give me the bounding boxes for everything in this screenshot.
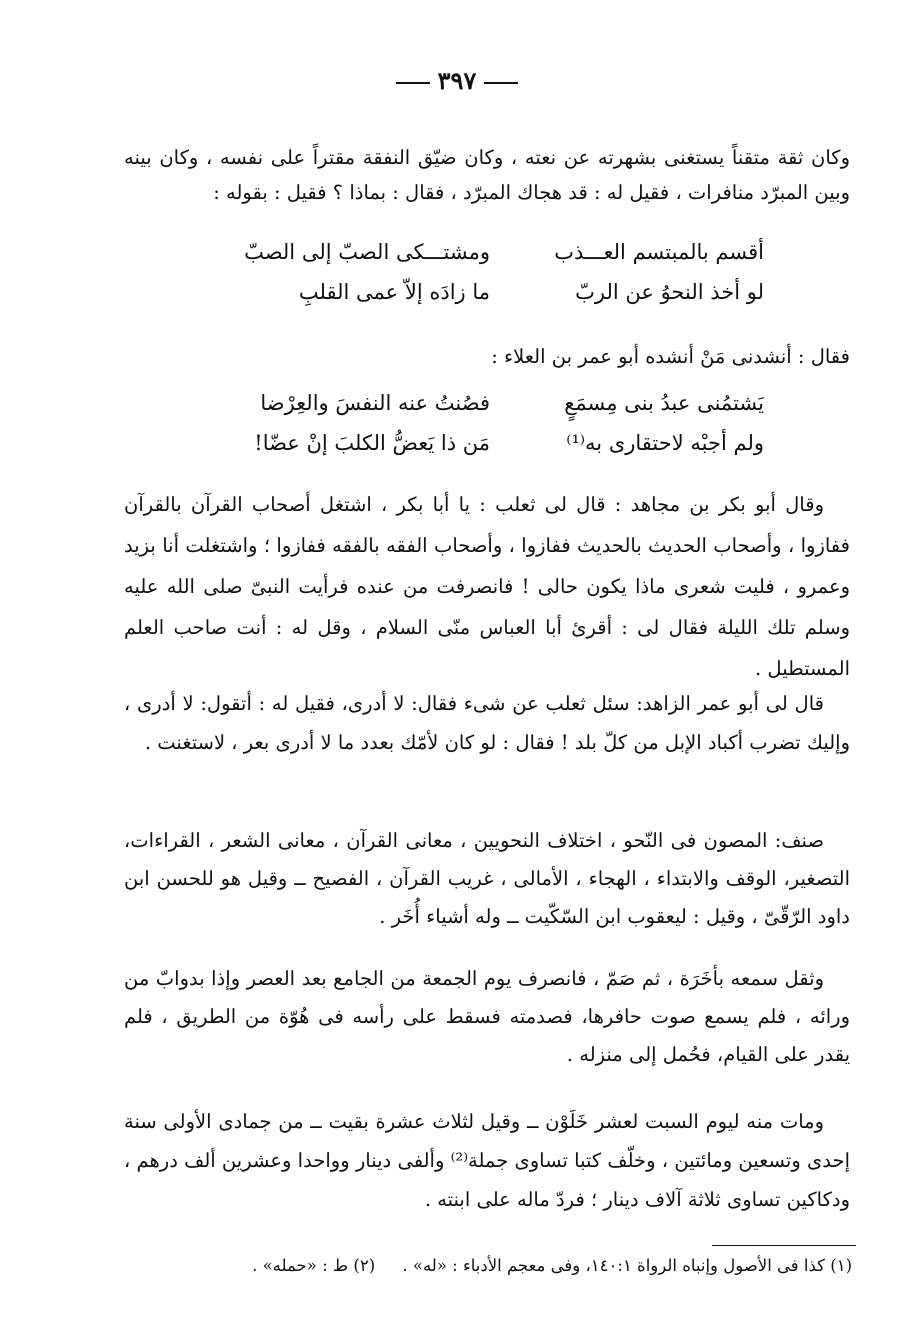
page-number <box>0 66 914 95</box>
paragraph-5 <box>124 822 850 936</box>
verse-2 <box>250 383 764 463</box>
paragraph-1-text: وكان ثقة متقناً يستغنى بشهرته عن نعته ، وكان ضيّق النفقة مقتراً على نفسه ، وكان بينه وبين المبرّد منافرات ، فقيل له : قد هجاك المبرّد ، فقال : بماذا ؟ فقيل : بقوله : <box>124 146 850 204</box>
verse-1-line-1-left: ومشتـــكى الصبّ إلى الصبّ <box>244 240 490 264</box>
verse-2-line-2-left: مَن ذا يَعضُّ الكلبَ إنْ عضّا! <box>254 431 490 455</box>
footnote-separator <box>712 1245 856 1246</box>
paragraph-2-text: فقال : أنشدنى مَنْ أنشده أبو عمر بن العلاء : <box>491 345 850 368</box>
verse-2-line-1-right: يَشتمُنى عبدُ بنى مِسمَعٍ <box>564 391 764 415</box>
dash-left <box>484 82 518 84</box>
verse-1-line-2-right: لو أخذ النحوُ عن الربّ <box>575 280 764 304</box>
paragraph-7 <box>124 1102 850 1219</box>
paragraph-4-text: قال لى أبو عمر الزاهد: سئل ثعلب عن شىء فقال: لا أدرى، فقيل له : أتقول: لا أدرى ، وإليك تضرب أكباد الإبل من كلّ بلد ! فقال : لو كان لأمّك بعدد ما لا أدرى بعر ، لاستغنت . <box>124 692 850 754</box>
verse-2-line-2 <box>250 423 764 463</box>
verse-1-line-2-left: ما زادَه إلاّ عمى القلبِ <box>298 280 490 304</box>
paragraph-6 <box>124 960 850 1074</box>
page-number-text: ٣٩٧ <box>437 66 477 95</box>
verse-2-line-1-left: فصُنتُ عنه النفسَ والعِرْضا <box>260 391 490 415</box>
verse-2-line-2-right: ولم أجبْه لاحتقارى به⁽¹⁾ <box>566 431 764 455</box>
paragraph-4 <box>124 684 850 762</box>
paragraph-5-text: صنف: المصون فى النّحو ، اختلاف النحويين ، معانى القرآن ، معانى الشعر ، القراءات، التصغير، الوقف والابتداء ، الهجاء ، الأمالى ، غريب القرآن ، الفصيح ــ وقيل هو للحسن ابن داود الرّقّىّ ، وقيل : ليعقوب ابن السّكّيت ــ وله أشياء أُخَر . <box>124 829 850 928</box>
verse-2-line-1 <box>250 383 764 423</box>
paragraph-3-text: وقال أبو بكر بن مجاهد : قال لى ثعلب : يا أبا بكر ، اشتغل أصحاب القرآن بالقرآن ففازوا ، وأصحاب الحديث بالحديث ففازوا ، وأصحاب الفقه بالفقه ففازوا ؛ واشتغلت أنا بزيد وعمرو ، فليت شعرى ماذا يكون حالى ! فانصرفت من عنده فرأيت النبىّ صلى الله عليه وسلم تلك الليلة فقال لى : أقرئ أبا العباس منّى السلام ، وقل له : أنت صاحب العلم المستطيل . <box>124 493 850 680</box>
paragraph-3 <box>124 484 850 689</box>
paragraph-1 <box>124 140 850 210</box>
paragraph-2 <box>124 339 850 374</box>
paragraph-6-text: وثقل سمعه بأخَرَة ، ثم صَمّ ، فانصرف يوم الجمعة من الجامع بعد العصر وإذا بدوابّ من ورائه ، فلم يسمع صوت حافرها، فصدمته فسقط على رأسه فى هُوّة من الطريق ، فلم يقدر على القيام، فحُمل إلى منزله . <box>124 967 850 1066</box>
verse-1-line-1-right: أقسم بالمبتسم العـــذب <box>554 240 764 264</box>
verse-1-line-1 <box>244 232 764 272</box>
dash-right <box>396 82 430 84</box>
paragraph-7-text: ومات منه ليوم السبت لعشر خَلَوْن ــ وقيل لثلاث عشرة بقيت ــ من جمادى الأولى سنة إحدى وتسعين ومائتين ، وخلّف كتبا تساوى جملة⁽²⁾ وألفى دينار وواحدا وعشرين ألف درهم ، ودكاكين تساوى ثلاثة آلاف دينار ؛ فردّ ماله على ابنته . <box>124 1110 850 1211</box>
footnote-2: (٢) ط : «حمله» . <box>252 1256 376 1275</box>
verse-1-line-2 <box>250 272 764 312</box>
footnotes <box>112 1254 852 1278</box>
footnote-1: (١) كذا فى الأصول وإنباه الرواة ١٤٠:١، وفى معجم الأدباء : «له» . <box>402 1256 852 1275</box>
verse-1 <box>244 232 764 312</box>
